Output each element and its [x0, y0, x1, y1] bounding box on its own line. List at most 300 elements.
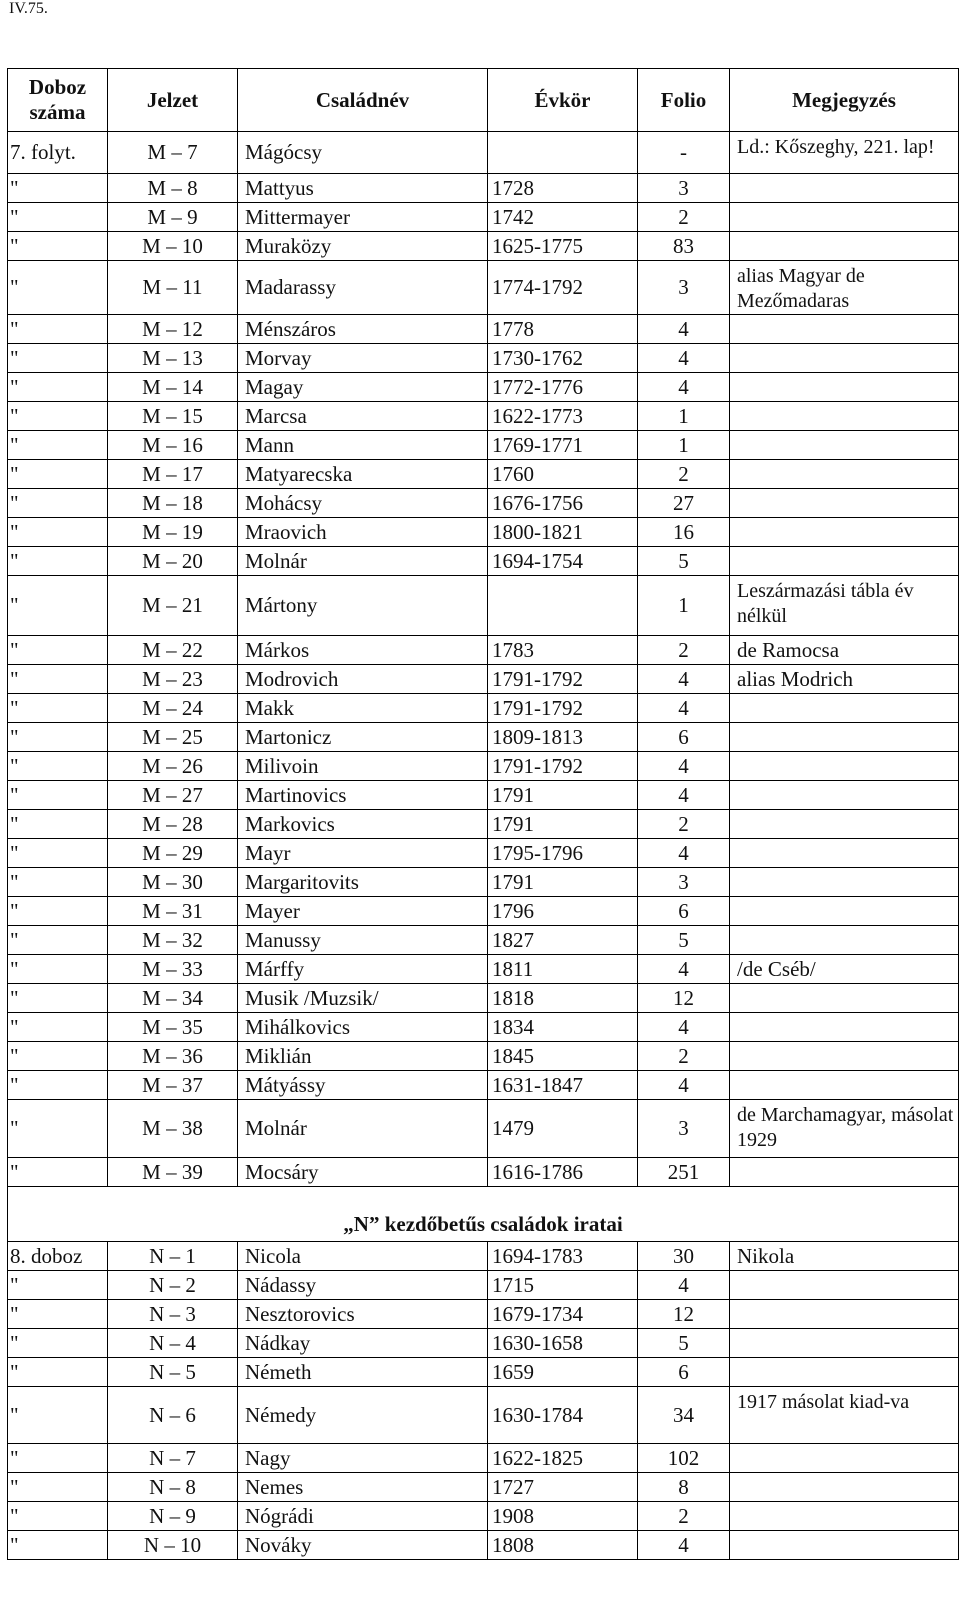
note-cell: [730, 839, 959, 868]
table-row: [8, 431, 959, 460]
family-name-cell: Mann: [238, 431, 488, 460]
family-name-cell: Milivoin: [238, 752, 488, 781]
year-range-cell: 1730-1762: [488, 344, 638, 373]
year-range-cell: 1694-1754: [488, 547, 638, 576]
note-cell: [730, 1329, 959, 1358]
family-name-cell: Mraovich: [238, 518, 488, 547]
folio-cell: 2: [638, 810, 730, 839]
box-cell: ": [8, 344, 108, 373]
note-cell: 1917 másolat kiad-va: [730, 1387, 959, 1444]
code-cell: M – 39: [108, 1158, 238, 1187]
family-name-cell: Magay: [238, 373, 488, 402]
folio-cell: 4: [638, 781, 730, 810]
family-name-cell: Nógrádi: [238, 1502, 488, 1531]
box-cell: ": [8, 868, 108, 897]
code-cell: M – 7: [108, 132, 238, 174]
note-cell: [730, 694, 959, 723]
folio-cell: 3: [638, 1100, 730, 1158]
code-cell: M – 21: [108, 576, 238, 636]
table-row: [8, 203, 959, 232]
family-name-cell: Madarassy: [238, 261, 488, 315]
table-row: [8, 344, 959, 373]
folio-cell: 3: [638, 261, 730, 315]
family-name-cell: Miklián: [238, 1042, 488, 1071]
family-name-cell: Marcsa: [238, 402, 488, 431]
box-cell: ": [8, 1271, 108, 1300]
section-heading-row: [8, 1187, 959, 1242]
family-name-cell: Mágócsy: [238, 132, 488, 174]
box-cell: 7. folyt.: [8, 132, 108, 174]
family-name-cell: Markovics: [238, 810, 488, 839]
year-range-cell: 1772-1776: [488, 373, 638, 402]
note-cell: Ld.: Kőszeghy, 221. lap!: [730, 132, 959, 174]
family-name-cell: Némedy: [238, 1387, 488, 1444]
folio-cell: -: [638, 132, 730, 174]
note-cell: [730, 752, 959, 781]
box-cell: ": [8, 839, 108, 868]
family-name-cell: Mayr: [238, 839, 488, 868]
table-row: [8, 781, 959, 810]
year-range-cell: 1834: [488, 1013, 638, 1042]
code-cell: M – 29: [108, 839, 238, 868]
box-cell: ": [8, 1358, 108, 1387]
table-row: [8, 489, 959, 518]
family-name-cell: Nagy: [238, 1444, 488, 1473]
family-name-cell: Margaritovits: [238, 868, 488, 897]
family-name-cell: Makk: [238, 694, 488, 723]
box-cell: ": [8, 1473, 108, 1502]
box-cell: ": [8, 1531, 108, 1560]
year-range-cell: 1791-1792: [488, 665, 638, 694]
box-cell: ": [8, 752, 108, 781]
box-cell: ": [8, 1158, 108, 1187]
box-cell: ": [8, 1300, 108, 1329]
note-cell: [730, 1444, 959, 1473]
box-cell: ": [8, 518, 108, 547]
year-range-cell: 1679-1734: [488, 1300, 638, 1329]
year-range-cell: 1796: [488, 897, 638, 926]
table-row: [8, 1531, 959, 1560]
box-cell: ": [8, 1502, 108, 1531]
code-cell: M – 35: [108, 1013, 238, 1042]
table-row: [8, 926, 959, 955]
year-range-cell: 1728: [488, 174, 638, 203]
table-row: [8, 1042, 959, 1071]
box-cell: ": [8, 315, 108, 344]
box-cell: ": [8, 810, 108, 839]
folio-cell: 1: [638, 402, 730, 431]
header-folio: Folio: [638, 69, 730, 132]
family-name-cell: Manussy: [238, 926, 488, 955]
folio-cell: 5: [638, 547, 730, 576]
box-cell: ": [8, 694, 108, 723]
header-box-number: Doboz száma: [8, 69, 108, 132]
code-cell: N – 4: [108, 1329, 238, 1358]
folio-cell: 4: [638, 344, 730, 373]
code-cell: M – 14: [108, 373, 238, 402]
family-name-cell: Nádkay: [238, 1329, 488, 1358]
folio-cell: 1: [638, 576, 730, 636]
family-name-cell: Mattyus: [238, 174, 488, 203]
family-name-cell: Morvay: [238, 344, 488, 373]
code-cell: M – 33: [108, 955, 238, 984]
box-cell: ": [8, 955, 108, 984]
code-cell: M – 12: [108, 315, 238, 344]
m-section-body: [8, 132, 959, 1187]
code-cell: M – 32: [108, 926, 238, 955]
note-cell: Leszármazási tábla év nélkül: [730, 576, 959, 636]
table-row: [8, 1013, 959, 1042]
code-cell: M – 24: [108, 694, 238, 723]
code-cell: M – 13: [108, 344, 238, 373]
box-cell: ": [8, 1100, 108, 1158]
family-name-cell: Martonicz: [238, 723, 488, 752]
year-range-cell: 1791: [488, 781, 638, 810]
family-name-cell: Márkos: [238, 636, 488, 665]
year-range-cell: 1827: [488, 926, 638, 955]
table-row: [8, 665, 959, 694]
note-cell: [730, 1300, 959, 1329]
note-cell: [730, 203, 959, 232]
note-cell: de Ramocsa: [730, 636, 959, 665]
code-cell: M – 36: [108, 1042, 238, 1071]
box-cell: ": [8, 1329, 108, 1358]
folio-cell: 2: [638, 1502, 730, 1531]
code-cell: M – 31: [108, 897, 238, 926]
year-range-cell: 1818: [488, 984, 638, 1013]
year-range-cell: 1630-1784: [488, 1387, 638, 1444]
table-row: [8, 547, 959, 576]
code-cell: M – 20: [108, 547, 238, 576]
code-cell: M – 34: [108, 984, 238, 1013]
code-cell: M – 23: [108, 665, 238, 694]
family-name-cell: Matyarecska: [238, 460, 488, 489]
year-range-cell: 1694-1783: [488, 1242, 638, 1271]
folio-cell: 34: [638, 1387, 730, 1444]
family-name-cell: Nováky: [238, 1531, 488, 1560]
family-name-cell: Molnár: [238, 1100, 488, 1158]
folio-cell: 3: [638, 174, 730, 203]
code-cell: M – 19: [108, 518, 238, 547]
year-range-cell: 1616-1786: [488, 1158, 638, 1187]
box-cell: ": [8, 489, 108, 518]
year-range-cell: 1479: [488, 1100, 638, 1158]
family-name-cell: Mártony: [238, 576, 488, 636]
box-cell: 8. doboz: [8, 1242, 108, 1271]
note-cell: alias Modrich: [730, 665, 959, 694]
year-range-cell: 1908: [488, 1502, 638, 1531]
family-name-cell: Márffy: [238, 955, 488, 984]
code-cell: M – 37: [108, 1071, 238, 1100]
box-cell: ": [8, 897, 108, 926]
box-cell: ": [8, 402, 108, 431]
note-cell: [730, 402, 959, 431]
year-range-cell: 1800-1821: [488, 518, 638, 547]
note-cell: [730, 723, 959, 752]
header-family-name: Családnév: [238, 69, 488, 132]
table-row: [8, 839, 959, 868]
folio-cell: 4: [638, 315, 730, 344]
code-cell: M – 10: [108, 232, 238, 261]
note-cell: [730, 897, 959, 926]
table-row: [8, 897, 959, 926]
family-name-cell: Nesztorovics: [238, 1300, 488, 1329]
code-cell: N – 5: [108, 1358, 238, 1387]
table-row: [8, 1100, 959, 1158]
year-range-cell: 1791-1792: [488, 752, 638, 781]
year-range-cell: 1676-1756: [488, 489, 638, 518]
box-cell: ": [8, 547, 108, 576]
folio-cell: 4: [638, 1013, 730, 1042]
code-cell: M – 17: [108, 460, 238, 489]
table-row: [8, 1158, 959, 1187]
box-cell: ": [8, 261, 108, 315]
note-cell: [730, 1071, 959, 1100]
year-range-cell: 1778: [488, 315, 638, 344]
year-range-cell: 1659: [488, 1358, 638, 1387]
folio-cell: 27: [638, 489, 730, 518]
code-cell: M – 28: [108, 810, 238, 839]
note-cell: [730, 232, 959, 261]
year-range-cell: [488, 132, 638, 174]
family-name-cell: Muraközy: [238, 232, 488, 261]
code-cell: N – 10: [108, 1531, 238, 1560]
code-cell: M – 27: [108, 781, 238, 810]
box-cell: ": [8, 1387, 108, 1444]
table-row: [8, 1329, 959, 1358]
folio-cell: 83: [638, 232, 730, 261]
header-row: [8, 69, 959, 132]
code-cell: N – 2: [108, 1271, 238, 1300]
note-cell: [730, 174, 959, 203]
table-row: [8, 1387, 959, 1444]
note-cell: Nikola: [730, 1242, 959, 1271]
folio-cell: 3: [638, 868, 730, 897]
box-cell: ": [8, 373, 108, 402]
year-range-cell: [488, 576, 638, 636]
family-name-cell: Mohácsy: [238, 489, 488, 518]
year-range-cell: 1622-1825: [488, 1444, 638, 1473]
note-cell: alias Magyar de Mezőmadaras: [730, 261, 959, 315]
code-cell: M – 11: [108, 261, 238, 315]
box-cell: ": [8, 636, 108, 665]
family-name-cell: Mittermayer: [238, 203, 488, 232]
header-year-range: Évkör: [488, 69, 638, 132]
note-cell: [730, 1271, 959, 1300]
folio-cell: 6: [638, 723, 730, 752]
family-name-cell: Modrovich: [238, 665, 488, 694]
table-row: [8, 132, 959, 174]
note-cell: [730, 781, 959, 810]
section-heading-body: [8, 1187, 959, 1242]
note-cell: [730, 868, 959, 897]
box-cell: ": [8, 723, 108, 752]
year-range-cell: 1625-1775: [488, 232, 638, 261]
folio-cell: 4: [638, 373, 730, 402]
section-heading: „N” kezdőbetűs családok iratai: [8, 1187, 959, 1242]
folio-cell: 30: [638, 1242, 730, 1271]
code-cell: M – 38: [108, 1100, 238, 1158]
code-cell: M – 15: [108, 402, 238, 431]
year-range-cell: 1631-1847: [488, 1071, 638, 1100]
year-range-cell: 1769-1771: [488, 431, 638, 460]
table-row: [8, 1358, 959, 1387]
note-cell: [730, 1473, 959, 1502]
note-cell: [730, 1042, 959, 1071]
code-cell: M – 25: [108, 723, 238, 752]
table-row: [8, 1300, 959, 1329]
code-cell: N – 7: [108, 1444, 238, 1473]
code-cell: M – 18: [108, 489, 238, 518]
box-cell: ": [8, 1013, 108, 1042]
note-cell: [730, 344, 959, 373]
table-row: [8, 232, 959, 261]
table-row: [8, 723, 959, 752]
folio-cell: 4: [638, 694, 730, 723]
folio-cell: 251: [638, 1158, 730, 1187]
family-name-cell: Nicola: [238, 1242, 488, 1271]
code-cell: N – 3: [108, 1300, 238, 1329]
folio-cell: 5: [638, 926, 730, 955]
year-range-cell: 1808: [488, 1531, 638, 1560]
family-name-cell: Molnár: [238, 547, 488, 576]
table-row: [8, 261, 959, 315]
box-cell: ": [8, 926, 108, 955]
year-range-cell: 1811: [488, 955, 638, 984]
year-range-cell: 1791: [488, 810, 638, 839]
note-cell: [730, 315, 959, 344]
folio-cell: 2: [638, 1042, 730, 1071]
family-name-cell: Nádassy: [238, 1271, 488, 1300]
note-cell: [730, 1013, 959, 1042]
family-name-cell: Mocsáry: [238, 1158, 488, 1187]
note-cell: [730, 926, 959, 955]
folio-cell: 4: [638, 752, 730, 781]
year-range-cell: 1791-1792: [488, 694, 638, 723]
note-cell: [730, 1502, 959, 1531]
folio-cell: 4: [638, 839, 730, 868]
box-cell: ": [8, 431, 108, 460]
folio-cell: 16: [638, 518, 730, 547]
year-range-cell: 1783: [488, 636, 638, 665]
code-cell: M – 8: [108, 174, 238, 203]
register-table: [7, 68, 959, 1560]
folio-cell: 2: [638, 460, 730, 489]
note-cell: /de Cséb/: [730, 955, 959, 984]
box-cell: ": [8, 460, 108, 489]
table-row: [8, 1271, 959, 1300]
note-cell: [730, 1358, 959, 1387]
table-row: [8, 984, 959, 1013]
family-name-cell: Németh: [238, 1358, 488, 1387]
folio-cell: 8: [638, 1473, 730, 1502]
code-cell: M – 22: [108, 636, 238, 665]
code-cell: N – 9: [108, 1502, 238, 1531]
box-cell: ": [8, 984, 108, 1013]
year-range-cell: 1630-1658: [488, 1329, 638, 1358]
folio-cell: 6: [638, 1358, 730, 1387]
table-row: [8, 955, 959, 984]
table-row: [8, 174, 959, 203]
year-range-cell: 1774-1792: [488, 261, 638, 315]
table-row: [8, 518, 959, 547]
folio-cell: 1: [638, 431, 730, 460]
folio-cell: 5: [638, 1329, 730, 1358]
code-cell: N – 8: [108, 1473, 238, 1502]
note-cell: [730, 489, 959, 518]
family-name-cell: Mayer: [238, 897, 488, 926]
folio-cell: 6: [638, 897, 730, 926]
year-range-cell: 1742: [488, 203, 638, 232]
table-row: [8, 1502, 959, 1531]
box-cell: ": [8, 1042, 108, 1071]
folio-cell: 4: [638, 1271, 730, 1300]
note-cell: [730, 547, 959, 576]
code-cell: N – 6: [108, 1387, 238, 1444]
year-range-cell: 1809-1813: [488, 723, 638, 752]
header-code: Jelzet: [108, 69, 238, 132]
family-name-cell: Mátyássy: [238, 1071, 488, 1100]
folio-cell: 2: [638, 203, 730, 232]
folio-cell: 2: [638, 636, 730, 665]
table-row: [8, 1242, 959, 1271]
code-cell: M – 9: [108, 203, 238, 232]
family-name-cell: Mihálkovics: [238, 1013, 488, 1042]
note-cell: [730, 1158, 959, 1187]
box-cell: ": [8, 1071, 108, 1100]
family-name-cell: Martinovics: [238, 781, 488, 810]
box-cell: ": [8, 203, 108, 232]
note-cell: de Marchamagyar, másolat 1929: [730, 1100, 959, 1158]
table-row: [8, 1071, 959, 1100]
code-cell: M – 16: [108, 431, 238, 460]
note-cell: [730, 431, 959, 460]
year-range-cell: 1727: [488, 1473, 638, 1502]
folio-cell: 4: [638, 1071, 730, 1100]
header-note: Megjegyzés: [730, 69, 959, 132]
folio-cell: 4: [638, 665, 730, 694]
year-range-cell: 1715: [488, 1271, 638, 1300]
table-row: [8, 460, 959, 489]
year-range-cell: 1622-1773: [488, 402, 638, 431]
table-row: [8, 810, 959, 839]
box-cell: ": [8, 781, 108, 810]
n-section-body: [8, 1242, 959, 1560]
table-row: [8, 694, 959, 723]
table-row: [8, 402, 959, 431]
year-range-cell: 1760: [488, 460, 638, 489]
code-cell: M – 26: [108, 752, 238, 781]
table-row: [8, 868, 959, 897]
family-name-cell: Musik /Muzsik/: [238, 984, 488, 1013]
table-row: [8, 576, 959, 636]
folio-cell: 4: [638, 1531, 730, 1560]
table-row: [8, 315, 959, 344]
table-row: [8, 1473, 959, 1502]
table-row: [8, 1444, 959, 1473]
family-name-cell: Ménszáros: [238, 315, 488, 344]
box-cell: ": [8, 174, 108, 203]
year-range-cell: 1845: [488, 1042, 638, 1071]
note-cell: [730, 518, 959, 547]
code-cell: N – 1: [108, 1242, 238, 1271]
note-cell: [730, 373, 959, 402]
box-cell: ": [8, 232, 108, 261]
year-range-cell: 1791: [488, 868, 638, 897]
note-cell: [730, 1531, 959, 1560]
box-cell: ": [8, 665, 108, 694]
note-cell: [730, 810, 959, 839]
